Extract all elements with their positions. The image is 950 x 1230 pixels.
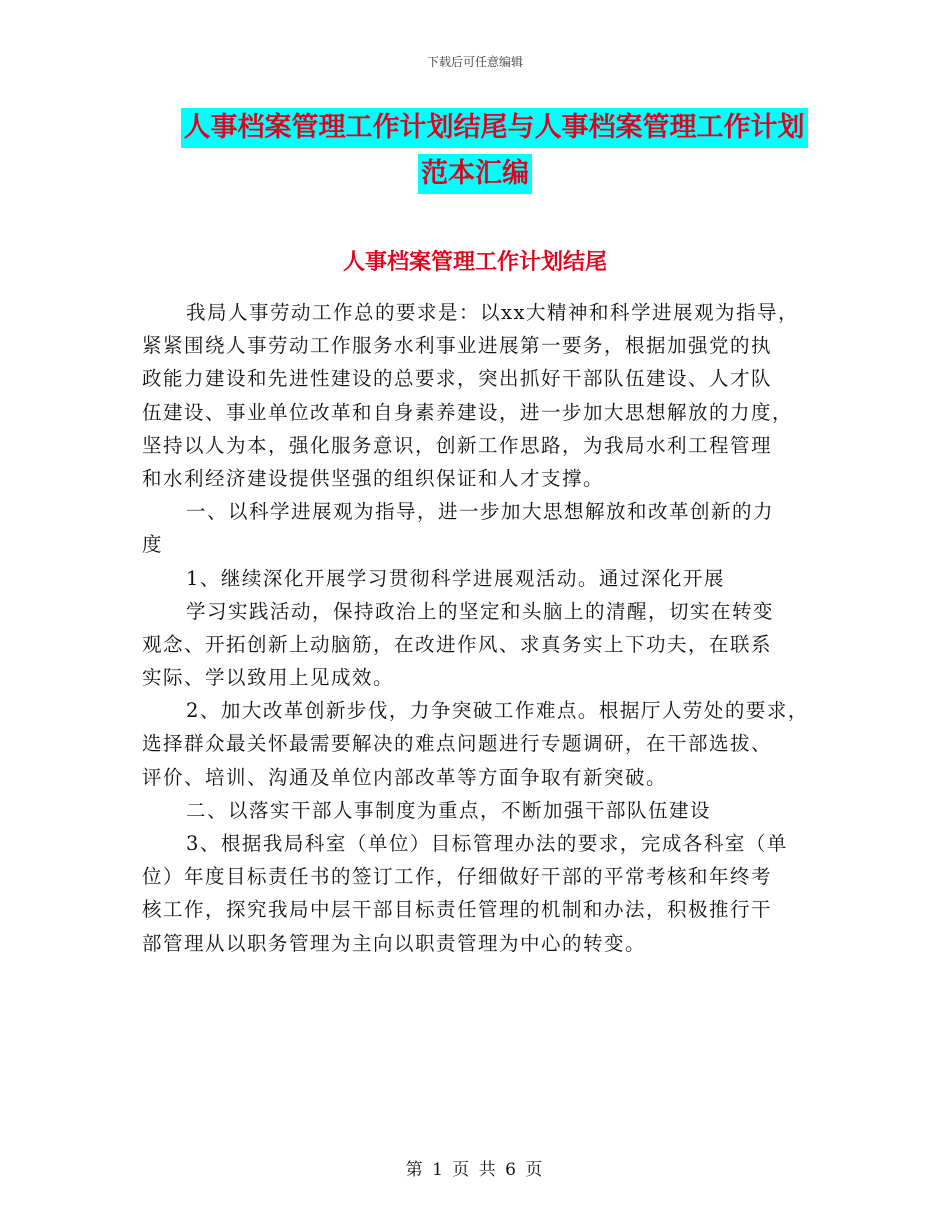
body-line: 选择群众最关怀最需要解决的难点问题进行专题调研，在干部选拔、 (142, 732, 773, 756)
body-line: 一、以科学进展观为指导，进一步加大思想解放和改革创新的力 (186, 500, 775, 524)
body-line: 1、继续深化开展学习贯彻科学进展观活动。通过深化开展 (186, 566, 725, 590)
body-line: 学习实践活动，保持政治上的坚定和头脑上的清醒，切实在转变 (186, 599, 775, 623)
body-line: 位）年度目标责任书的签订工作，仔细做好干部的平常考核和年终考 (142, 865, 773, 889)
body-line: 度 (142, 533, 164, 557)
body-line: 紧紧围绕人事劳动工作服务水利事业进展第一要务，根据加强党的执 (142, 334, 773, 358)
body-line: 评价、培训、沟通及单位内部改革等方面争取有新突破。 (142, 765, 668, 789)
header-note: 下载后可任意编辑 (426, 55, 523, 69)
body-line: 伍建设、事业单位改革和自身素养建设，进一步加大思想解放的力度， (142, 400, 794, 424)
body-line: 观念、开拓创新上动脑筋，在改进作风、求真务实上下功夫，在联系 (142, 632, 773, 656)
document-title (0, 108, 950, 200)
title-line-2: 范本汇编 (418, 154, 532, 194)
body-line: 和水利经济建设提供坚强的组织保证和人才支撑。 (142, 466, 605, 490)
body-line: 政能力建设和先进性建设的总要求，突出抓好干部队伍建设、人才队 (142, 367, 773, 391)
page-footer: 第 1 页 共 6 页 (405, 1160, 545, 1180)
body-text (142, 296, 812, 960)
body-line: 部管理从以职务管理为主向以职责管理为中心的转变。 (142, 931, 647, 955)
body-line: 2、加大改革创新步伐，力争突破工作难点。根据厅人劳处的要求， (186, 699, 809, 723)
body-line: 3、根据我局科室（单位）目标管理办法的要求，完成各科室（单 (186, 832, 788, 855)
body-line: 实际、学以致用上见成效。 (142, 666, 395, 690)
body-line: 二、以落实干部人事制度为重点，不断加强干部队伍建设 (186, 798, 712, 822)
body-line: 核工作，探究我局中层干部目标责任管理的机制和办法，积极推行干 (142, 898, 773, 922)
section-title: 人事档案管理工作计划结尾 (342, 250, 607, 275)
body-line: 我局人事劳动工作总的要求是：以xx大精神和科学进展观为指导， (186, 301, 799, 324)
body-line: 坚持以人为本，强化服务意识，创新工作思路，为我局水利工程管理 (142, 433, 773, 457)
title-line-1: 人事档案管理工作计划结尾与人事档案管理工作计划 (181, 108, 808, 148)
